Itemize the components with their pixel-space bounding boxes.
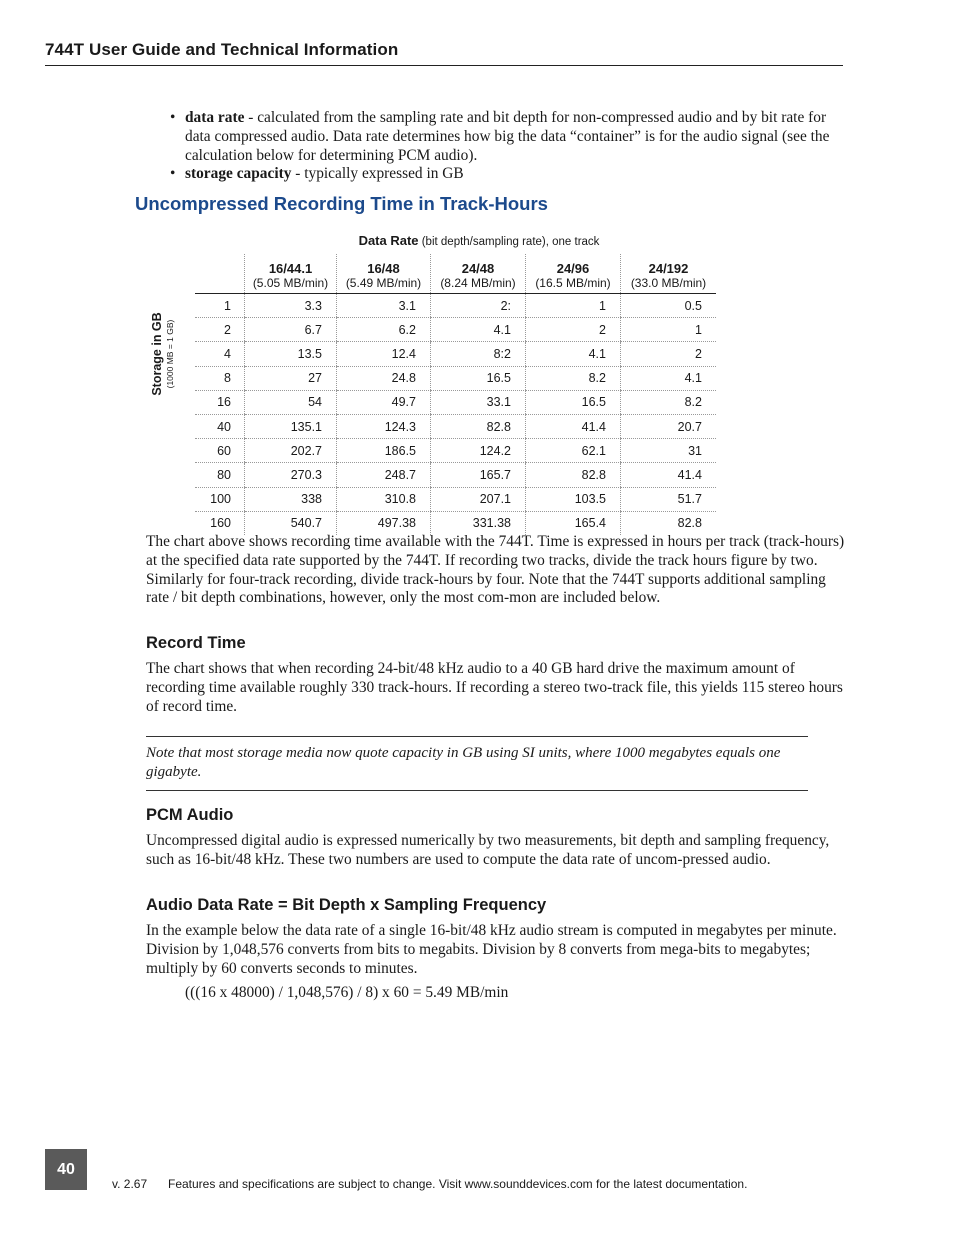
column-rate: 24/192 xyxy=(648,261,689,276)
table-row xyxy=(195,318,716,342)
column-header xyxy=(621,254,717,294)
track-hours-cell: 82.8 xyxy=(431,414,526,438)
track-hours-cell: 16.5 xyxy=(431,366,526,390)
track-hours-cell: 4.1 xyxy=(526,342,621,366)
bullet-text: - calculated from the sampling rate and bit depth for non-compressed audio and by bit rate for data compressed audio. Data rate determines how big the data “container” is for the audio signal (see the calculation below for determining PCM audio). xyxy=(185,109,830,164)
track-hours-cell: 135.1 xyxy=(245,414,337,438)
formula-example: (((16 x 48000) / 1,048,576) / 8) x 60 = 5.49 MB/min xyxy=(185,984,509,1001)
track-hours-cell: 124.2 xyxy=(431,439,526,463)
column-mb: (5.49 MB/min) xyxy=(345,276,422,290)
bullet-term: storage capacity xyxy=(185,165,292,183)
storage-gb-cell: 4 xyxy=(195,342,245,366)
bullet-text: - typically expressed in GB xyxy=(291,165,464,183)
page-number: 40 xyxy=(45,1149,87,1190)
track-hours-cell: 33.1 xyxy=(431,390,526,414)
data-rate-formula-text: In the example below the data rate of a single 16-bit/48 kHz audio stream is computed in megabytes per minute. Division by 1,048,576 converts from bits to megabits. Division by 8 converts from mega-bits to megabytes; multiply by 60 converts seconds to minutes. xyxy=(146,922,837,977)
track-hours-cell: 331.38 xyxy=(431,511,526,535)
note-box xyxy=(146,736,808,791)
row-axis-title: Storage in GB xyxy=(150,312,164,396)
track-hours-cell: 0.5 xyxy=(621,294,717,318)
track-hours-cell: 6.2 xyxy=(337,318,431,342)
storage-gb-cell: 80 xyxy=(195,463,245,487)
column-mb: (33.0 MB/min) xyxy=(630,276,707,290)
storage-gb-cell: 16 xyxy=(195,390,245,414)
table-row xyxy=(195,487,716,511)
table-row xyxy=(195,390,716,414)
table-caption-rest: (bit depth/sampling rate), one track xyxy=(418,236,600,248)
track-hours-cell: 13.5 xyxy=(245,342,337,366)
column-header xyxy=(526,254,621,294)
track-hours-cell: 202.7 xyxy=(245,439,337,463)
track-hours-cell: 2 xyxy=(526,318,621,342)
track-hours-cell: 248.7 xyxy=(337,463,431,487)
column-mb: (16.5 MB/min) xyxy=(535,276,611,290)
track-hours-cell: 4.1 xyxy=(621,366,717,390)
track-hours-cell: 3.1 xyxy=(337,294,431,318)
track-hours-cell: 165.4 xyxy=(526,511,621,535)
storage-gb-cell: 1 xyxy=(195,294,245,318)
column-mb: (8.24 MB/min) xyxy=(440,276,516,290)
row-axis-subtitle: (1000 MB = 1 GB) xyxy=(165,319,175,389)
track-hours-cell: 2 xyxy=(621,342,717,366)
column-mb: (5.05 MB/min) xyxy=(252,276,329,290)
track-hours-cell: 27 xyxy=(245,366,337,390)
table-row-axis-label xyxy=(150,254,190,454)
storage-gb-cell: 60 xyxy=(195,439,245,463)
bullet-data-rate xyxy=(168,109,848,165)
storage-gb-cell: 100 xyxy=(195,487,245,511)
track-hours-cell: 20.7 xyxy=(621,414,717,438)
track-hours-cell: 54 xyxy=(245,390,337,414)
track-hours-cell: 51.7 xyxy=(621,487,717,511)
chart-explanation: The chart above shows recording time available with the 744T. Time is expressed in hours per track (track-hours) at the specified data rate supported by the 744T. If recording two tracks, divide the track hours figure by two. Similarly for four-track recording, divide track-hours by four. Note that the 744T supports additional sampling rate / bit depth combinations, however, only the most com-mon are included below. xyxy=(146,533,845,607)
storage-gb-cell: 2 xyxy=(195,318,245,342)
track-hours-cell: 12.4 xyxy=(337,342,431,366)
table-row xyxy=(195,294,716,318)
record-time-text: The chart shows that when recording 24-bit/48 kHz audio to a 40 GB hard drive the maximum amount of recording time available roughly 330 track-hours. If recording a stereo two-track file, this yields 115 stereo hours of record time. xyxy=(146,660,843,715)
table-row xyxy=(195,366,716,390)
table-row xyxy=(195,342,716,366)
section-heading: Uncompressed Recording Time in Track-Hours xyxy=(135,193,548,214)
track-hours-cell: 186.5 xyxy=(337,439,431,463)
pcm-audio-heading: PCM Audio xyxy=(146,806,234,824)
column-header xyxy=(431,254,526,294)
column-header xyxy=(245,254,337,294)
track-hours-cell: 207.1 xyxy=(431,487,526,511)
table-row xyxy=(195,511,716,535)
track-hours-cell: 6.7 xyxy=(245,318,337,342)
column-rate: 24/48 xyxy=(461,261,495,276)
track-hours-cell: 1 xyxy=(621,318,717,342)
column-rate: 16/48 xyxy=(367,261,400,276)
definition-list xyxy=(168,109,848,184)
recording-time-table xyxy=(195,254,716,535)
track-hours-cell: 1 xyxy=(526,294,621,318)
pcm-audio-text: Uncompressed digital audio is expressed numerically by two measurements, bit depth and sampling frequency, such as 16-bit/48 kHz. These two numbers are used to compute the data rate of uncom-pressed audio. xyxy=(146,832,830,868)
note-text: Note that most storage media now quote capacity in GB using SI units, where 1000 megabytes equals one gigabyte. xyxy=(146,745,781,780)
bullet-storage-capacity xyxy=(168,165,848,184)
storage-gb-cell: 8 xyxy=(195,366,245,390)
storage-gb-cell: 40 xyxy=(195,414,245,438)
track-hours-cell: 270.3 xyxy=(245,463,337,487)
track-hours-cell: 165.7 xyxy=(431,463,526,487)
track-hours-cell: 82.8 xyxy=(621,511,717,535)
track-hours-cell: 124.3 xyxy=(337,414,431,438)
corner-cell xyxy=(195,254,245,294)
column-header xyxy=(337,254,431,294)
track-hours-cell: 41.4 xyxy=(526,414,621,438)
track-hours-cell: 540.7 xyxy=(245,511,337,535)
track-hours-cell: 103.5 xyxy=(526,487,621,511)
running-header xyxy=(45,40,843,66)
header-title: 744T User Guide and Technical Information xyxy=(45,40,399,59)
track-hours-cell: 31 xyxy=(621,439,717,463)
data-rate-formula-heading: Audio Data Rate = Bit Depth x Sampling Frequency xyxy=(146,896,547,914)
footer-version: v. 2.67 xyxy=(112,1177,148,1191)
track-hours-cell: 24.8 xyxy=(337,366,431,390)
track-hours-cell: 62.1 xyxy=(526,439,621,463)
track-hours-cell: 4.1 xyxy=(431,318,526,342)
table-row xyxy=(195,439,716,463)
table-caption xyxy=(245,233,713,248)
table-body xyxy=(195,294,716,535)
column-rate: 24/96 xyxy=(556,261,590,276)
track-hours-cell: 338 xyxy=(245,487,337,511)
track-hours-cell: 82.8 xyxy=(526,463,621,487)
table-header-row xyxy=(195,254,716,294)
track-hours-cell: 3.3 xyxy=(245,294,337,318)
table-caption-bold: Data Rate xyxy=(358,233,419,248)
table-row xyxy=(195,414,716,438)
footer-note: Features and specifications are subject to change. Visit www.sounddevices.com for the latest documentation. xyxy=(168,1177,748,1191)
track-hours-cell: 2: xyxy=(431,294,526,318)
column-rate: 16/44.1 xyxy=(268,261,313,276)
bullet-term: data rate xyxy=(185,109,245,126)
track-hours-cell: 310.8 xyxy=(337,487,431,511)
track-hours-cell: 8:2 xyxy=(431,342,526,366)
track-hours-cell: 41.4 xyxy=(621,463,717,487)
table-row xyxy=(195,463,716,487)
storage-gb-cell: 160 xyxy=(210,516,231,531)
track-hours-cell: 8.2 xyxy=(621,390,717,414)
track-hours-cell: 8.2 xyxy=(526,366,621,390)
track-hours-cell: 16.5 xyxy=(526,390,621,414)
track-hours-cell: 49.7 xyxy=(337,390,431,414)
track-hours-cell: 497.38 xyxy=(337,511,431,535)
record-time-heading: Record Time xyxy=(146,634,246,652)
